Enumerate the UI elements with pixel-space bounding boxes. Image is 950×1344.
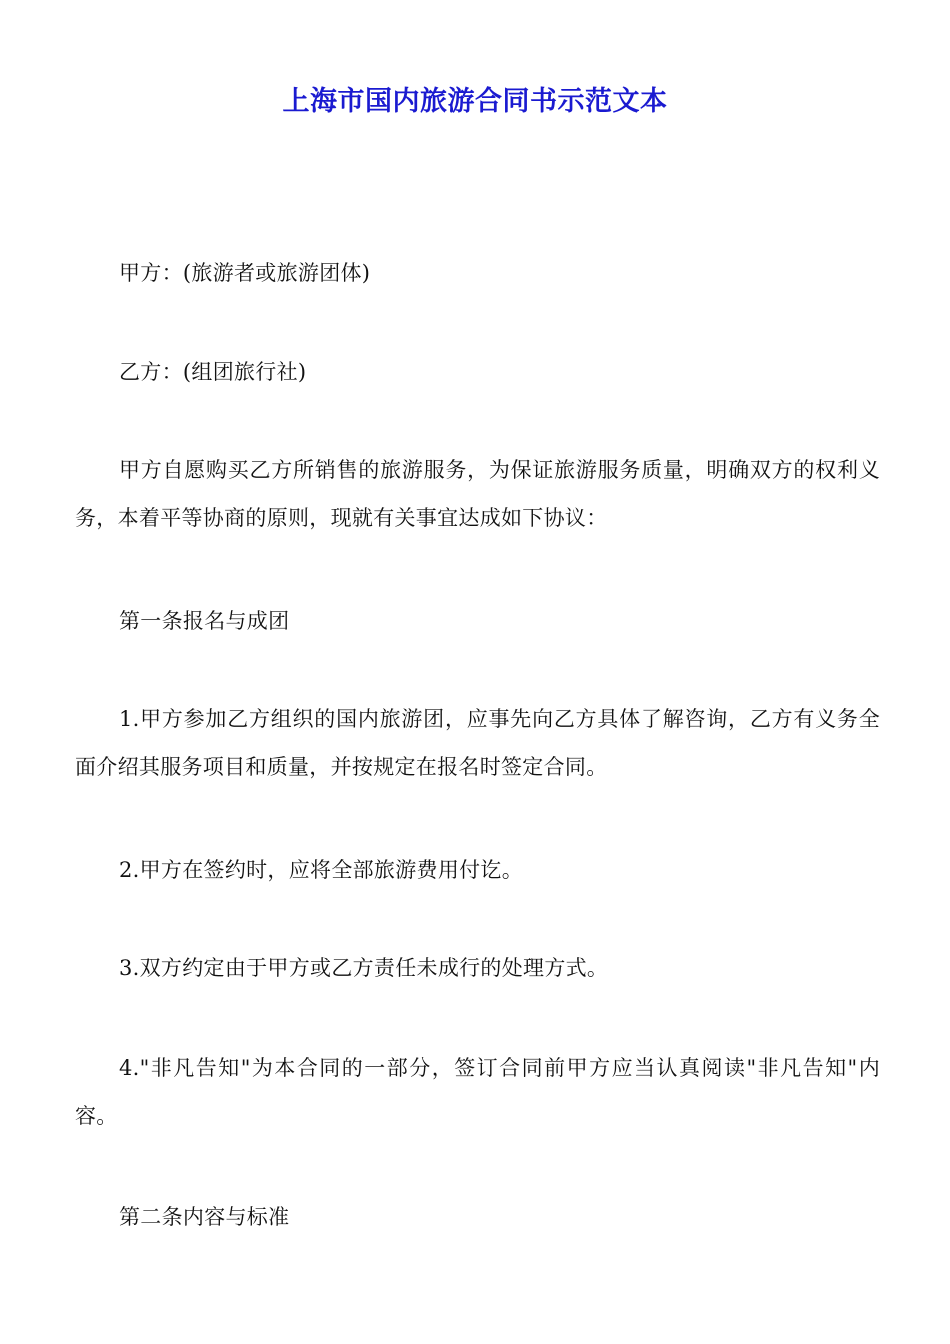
clause-2-paragraph: 2.甲方在签约时，应将全部旅游费用付讫。 [119,858,524,882]
clause-4-paragraph: 4."非凡告知"为本合同的一部分，签订合同前甲方应当认真阅读"非凡告知"内容。 [75,1056,880,1128]
agreement-intro-paragraph: 甲方自愿购买乙方所销售的旅游服务，为保证旅游服务质量，明确双方的权利义务，本着平等协商的原则，现就有关事宜达成如下协议： [75,458,880,530]
article-two-heading: 第二条内容与标准 [119,1205,290,1229]
party-a-line: 甲方：(旅游者或旅游团体) [119,261,371,285]
article-one-heading: 第一条报名与成团 [119,609,290,633]
clause-3-paragraph: 3.双方约定由于甲方或乙方责任未成行的处理方式。 [119,956,609,980]
party-b-line: 乙方：(组团旅行社) [119,360,307,384]
clause-1-paragraph: 1.甲方参加乙方组织的国内旅游团，应事先向乙方具体了解咨询，乙方有义务全面介绍其服务项目和质量，并按规定在报名时签定合同。 [75,707,880,779]
document-title: 上海市国内旅游合同书示范文本 [282,86,668,117]
